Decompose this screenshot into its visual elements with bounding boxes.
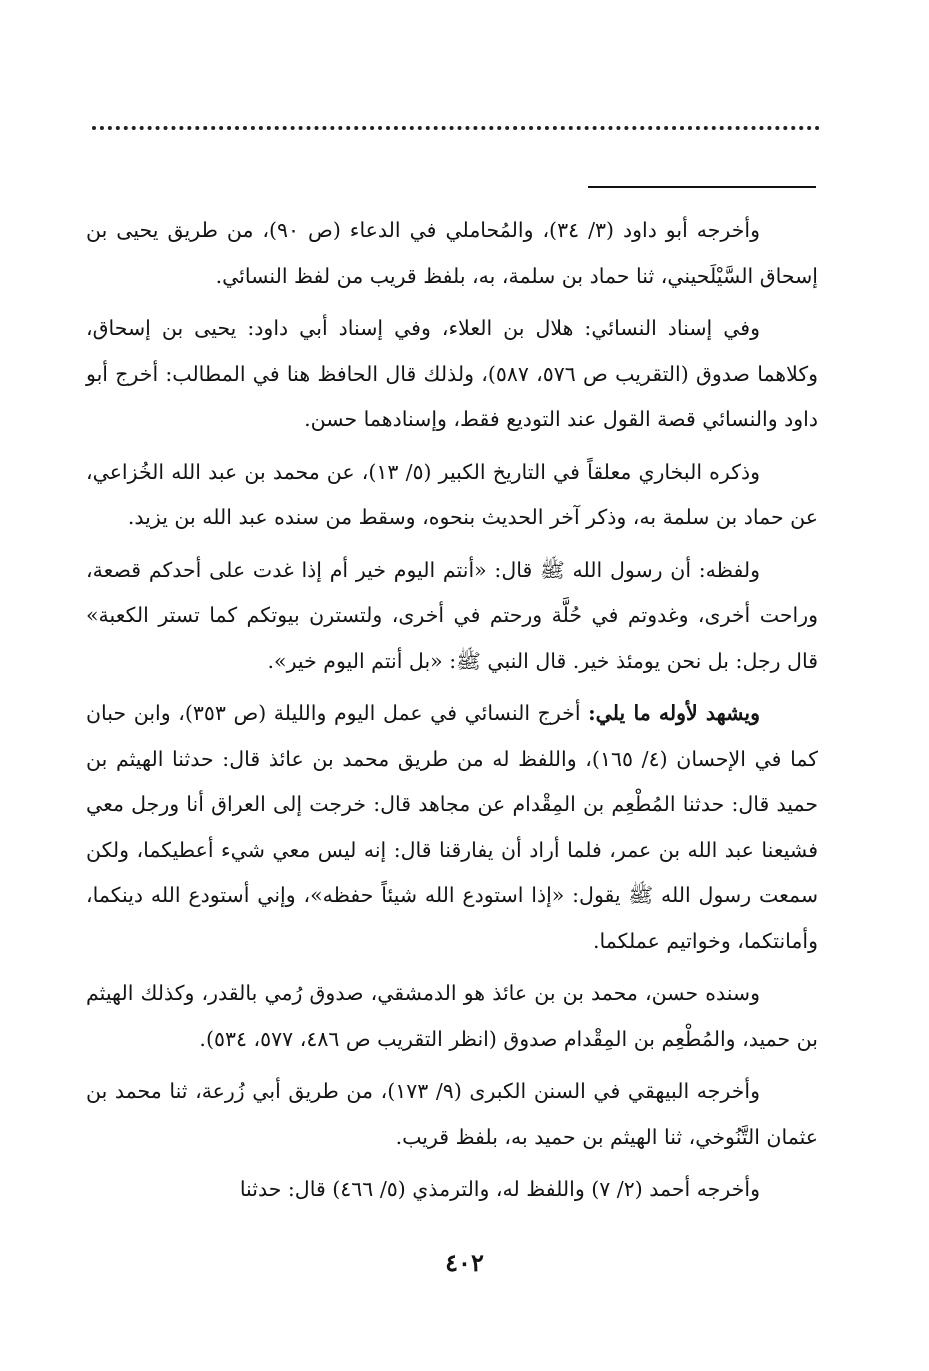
paragraph-7: وأخرجه البيهقي في السنن الكبرى (٩/ ١٧٣)، من طريق أبي زُرعة، ثنا محمد بن عثمان التَّنُوخي، ثنا الهيثم بن حميد به، بلفظ قريب. (86, 1079, 818, 1149)
paragraph-lead-bold: ويشهد لأوله ما يلي: (588, 701, 760, 725)
paragraph-2: وفي إسناد النسائي: هلال بن العلاء، وفي إسناد أبي داود: يحيى بن إسحاق، وكلاهما صدوق (التقريب ص ٥٧٦، ٥٨٧)، ولذلك قال الحافظ هنا في المطالب: أخرج أبو داود والنسائي قصة القول عند التوديع فقط، وإسنادهما حسن. (86, 316, 819, 431)
footnote-text (86, 208, 818, 1220)
paragraph-3: وذكره البخاري معلقاً في التاريخ الكبير (٥/ ١٣)، عن محمد بن عبد الله الخُزاعي، عن حماد بن سلمة به، وذكر آخر الحديث بنحوه، وسقط من سنده عبد الله بن يزيد. (86, 459, 818, 529)
dotted-separator (92, 126, 820, 130)
paragraph-4: ولفظه: أن رسول الله ﷺ قال: «أنتم اليوم خير أم إذا غدت على أحدكم قصعة، وراحت أخرى، وغدوتم في حُلَّة ورحتم في أخرى، ولتسترن بيوتكم كما تستر الكعبة» قال رجل: بل نحن يومئذ خير. قال النبي ﷺ: «بل أنتم اليوم خير». (86, 557, 818, 673)
paragraph-5: ويشهد لأوله ما يلي: أخرج النسائي في عمل اليوم والليلة (ص ٣٥٣)، وابن حبان كما في الإحسان (٤/ ١٦٥)، واللفظ له من طريق محمد بن عائذ قال: حدثنا الهيثم بن حميد قال: حدثنا المُطْعِم بن المِقْدام عن مجاهد قال: خرجت إلى العراق أنا ورجل معي فشيعنا عبد الله بن عمر، فلما أراد أن يفارقنا قال: إنه ليس معي شيء أعطيكما، ولكن سمعت رسول الله ﷺ يقول: «إذا استودع الله شيئاً حفظه»، وإني أستودع الله دينكما، وأمانتكما، وخواتيم عملكما. (86, 701, 818, 953)
page-number: ٤٠٢ (445, 1248, 484, 1277)
paragraph-6: وسنده حسن، محمد بن بن عائذ هو الدمشقي، صدوق رُمي بالقدر، وكذلك الهيثم بن حميد، والمُطْعِم بن المِقْدام صدوق (انظر التقريب ص ٤٨٦، ٥٧٧، ٥٣٤). (86, 981, 818, 1051)
paragraph-1: وأخرجه أبو داود (٣/ ٣٤)، والمُحاملي في الدعاء (ص ٩٠)، من طريق يحيى بن إسحاق السَّيْلَحيني، ثنا حماد بن سلمة، به، بلفظ قريب من لفظ النسائي. (86, 218, 818, 288)
footnote-rule (588, 186, 816, 188)
paragraph-8: وأخرجه أحمد (٢/ ٧) واللفظ له، والترمذي (٥/ ٤٦٦) قال: حدثنا (239, 1177, 760, 1201)
